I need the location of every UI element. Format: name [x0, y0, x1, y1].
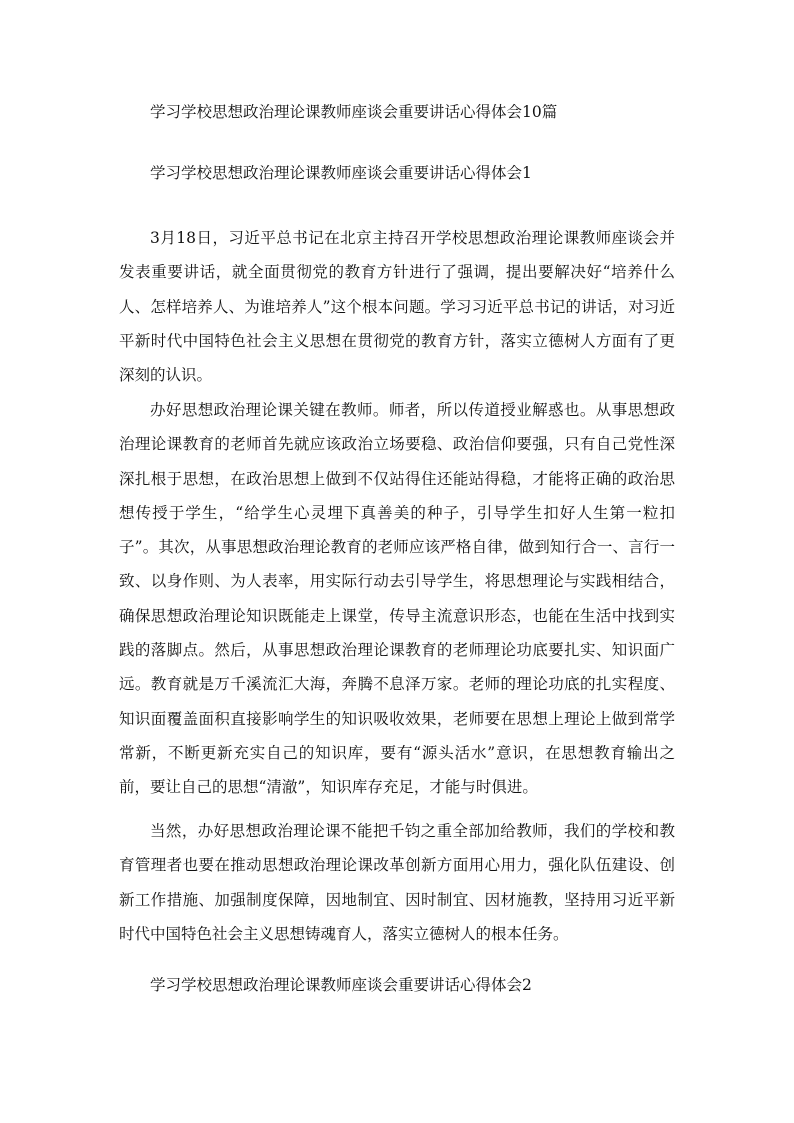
section-2-heading: 学习学校思想政治理论课教师座谈会重要讲话心得体会2: [150, 976, 532, 994]
section-1-heading: 学习学校思想政治理论课教师座谈会重要讲话心得体会1: [150, 164, 532, 182]
section-1-paragraph-3: 当然，办好思想政治理论课不能把千钧之重全部加给教师，我们的学校和教育管理者也要在推动思想政治理论课改革创新方面用心用力，强化队伍建设、创新工作措施、加强制度保障，因地制宜、因时制宜、因材施教，坚持用习近平新时代中国特色社会主义思想铸魂育人，落实立德树人的根本任务。: [119, 822, 675, 943]
section-1-paragraph-2: 办好思想政治理论课关键在教师。师者，所以传道授业解惑也。从事思想政治理论课教育的老师首先就应该政治立场要稳、政治信仰要强，只有自己党性深深扎根于思想，在政治思想上做到不仅站得住还能站得稳，才能将正确的政治思想传授于学生，“给学生心灵埋下真善美的种子，引导学生扣好人生第一粒扣子”。其次，从事思想政治理论教育的老师应该严格自律，做到知行合一、言行一致、以身作则、为人表率，用实际行动去引导学生，将思想理论与实践相结合，确保思想政治理论知识既能走上课堂，传导主流意识形态，也能在生活中找到实践的落脚点。然后，从事思想政治理论课教育的老师理论功底要扎实、知识面广远。教育就是万千溪流汇大海，奔腾不息泽万家。老师的理论功底的扎实程度、知识面覆盖面积直接影响学生的知识吸收效果，老师要在思想上理论上做到常学常新，不断更新充实自己的知识库，要有“源头活水”意识，在思想教育输出之前，要让自己的思想“清澈”，知识库存充足，才能与时俱进。: [119, 401, 675, 797]
document-title: 学习学校思想政治理论课教师座谈会重要讲话心得体会10篇: [150, 103, 558, 121]
section-1-paragraph-1: 3月18日，习近平总书记在北京主持召开学校思想政治理论课教师座谈会并发表重要讲话，就全面贯彻党的教育方针进行了强调，提出要解决好“培养什么人、怎样培养人、为谁培养人”这个根本问题。学习习近平总书记的讲话，对习近平新时代中国特色社会主义思想在贯彻党的教育方针，落实立德树人方面有了更深刻的认识。: [119, 229, 675, 385]
